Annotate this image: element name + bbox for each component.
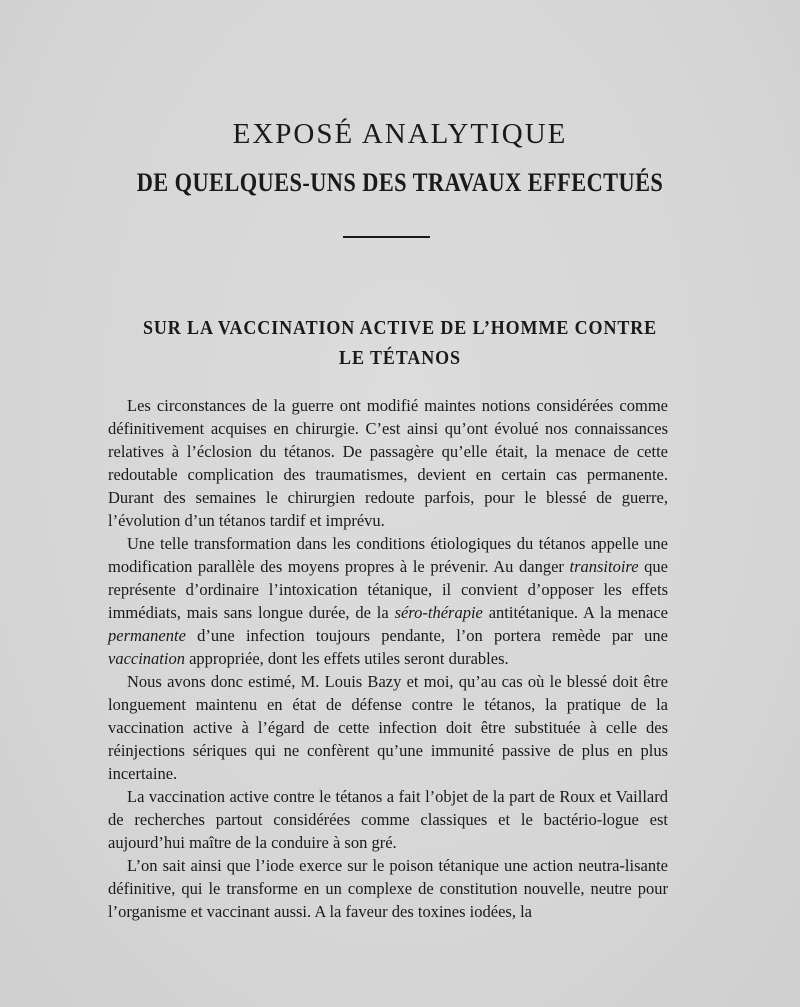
paragraph-2-italic-transitoire: transitoire [569,557,639,576]
paragraph-2-text-i: appropriée, dont les effets utiles seront durables. [184,649,509,668]
paragraph-2-text-e: antitétanique. A la menace [482,603,668,622]
main-title-line1: EXPOSÉ ANALYTIQUE [232,118,568,150]
paragraph-1: Les circonstances de la guerre ont modifié maintes notions considérées comme définitivement acquises en chirurgie. C’est ainsi qu’ont évolué nos connaissances relatives à l’éclosion du tétanos. De passagère qu’elle était, la menace de cette redoutable complication des traumatismes, devient en certain cas permanente. Durant des semaines le chirurgien redoute parfois, pour le blessé de guerre, l’évolution d’un tétanos tardif et imprévu. [108,396,668,530]
paragraph-2 [108,532,668,670]
paragraph-2-text-c: que représente d’ordinaire l’intoxication tétanique, il convient d’opposer les effets immédiats, mais sans longue durée, de la [108,557,668,622]
paragraph-4: La vaccination active contre le tétanos a fait l’objet de la part de Roux et Vaillard de recherches partout considérées comme classiques et le bactério-logue est aujourd’hui maître de la conduire à son gré. [108,787,668,852]
section-title-line1: SUR LA VACCINATION ACTIVE DE L’HOMME CONTRE [142,317,658,339]
paragraph-2-italic-serotherapie: séro-thérapie [394,603,483,622]
body-text [108,394,668,923]
section-title-line2: LE TÉTANOS [339,347,461,369]
paragraph-2-italic-vaccination: vaccination [108,649,185,668]
paragraph-2-italic-permanente: permanente [108,626,186,645]
paragraph-3: Nous avons donc estimé, M. Louis Bazy et moi, qu’au cas où le blessé doit être longuement maintenu en état de défense contre le tétanos, la pratique de la vaccination active à l’égard de cette infection doit être substituée à celle des réinjections sériques qui ne confèrent qu’une immunité passive de plus en plus incertaine. [108,672,668,783]
paragraph-2-text-a: Une telle transformation dans les conditions étiologiques du tétanos appelle une modification parallèle des moyens propres à le prévenir. Au danger [108,534,668,576]
paragraph-2-text-g: d’une infection toujours pendante, l’on portera remède par une [185,626,668,645]
paragraph-5: L’on sait ainsi que l’iode exerce sur le poison tétanique une action neutra-lisante définitive, qui le transforme en un complexe de constitution nouvelle, neutre pour l’organisme et vaccinant aussi. A la faveur des toxines iodées, la [108,856,668,921]
title-divider [343,236,430,238]
main-title-line2: DE QUELQUES-UNS DES TRAVAUX EFFECTUÉS [136,168,664,197]
